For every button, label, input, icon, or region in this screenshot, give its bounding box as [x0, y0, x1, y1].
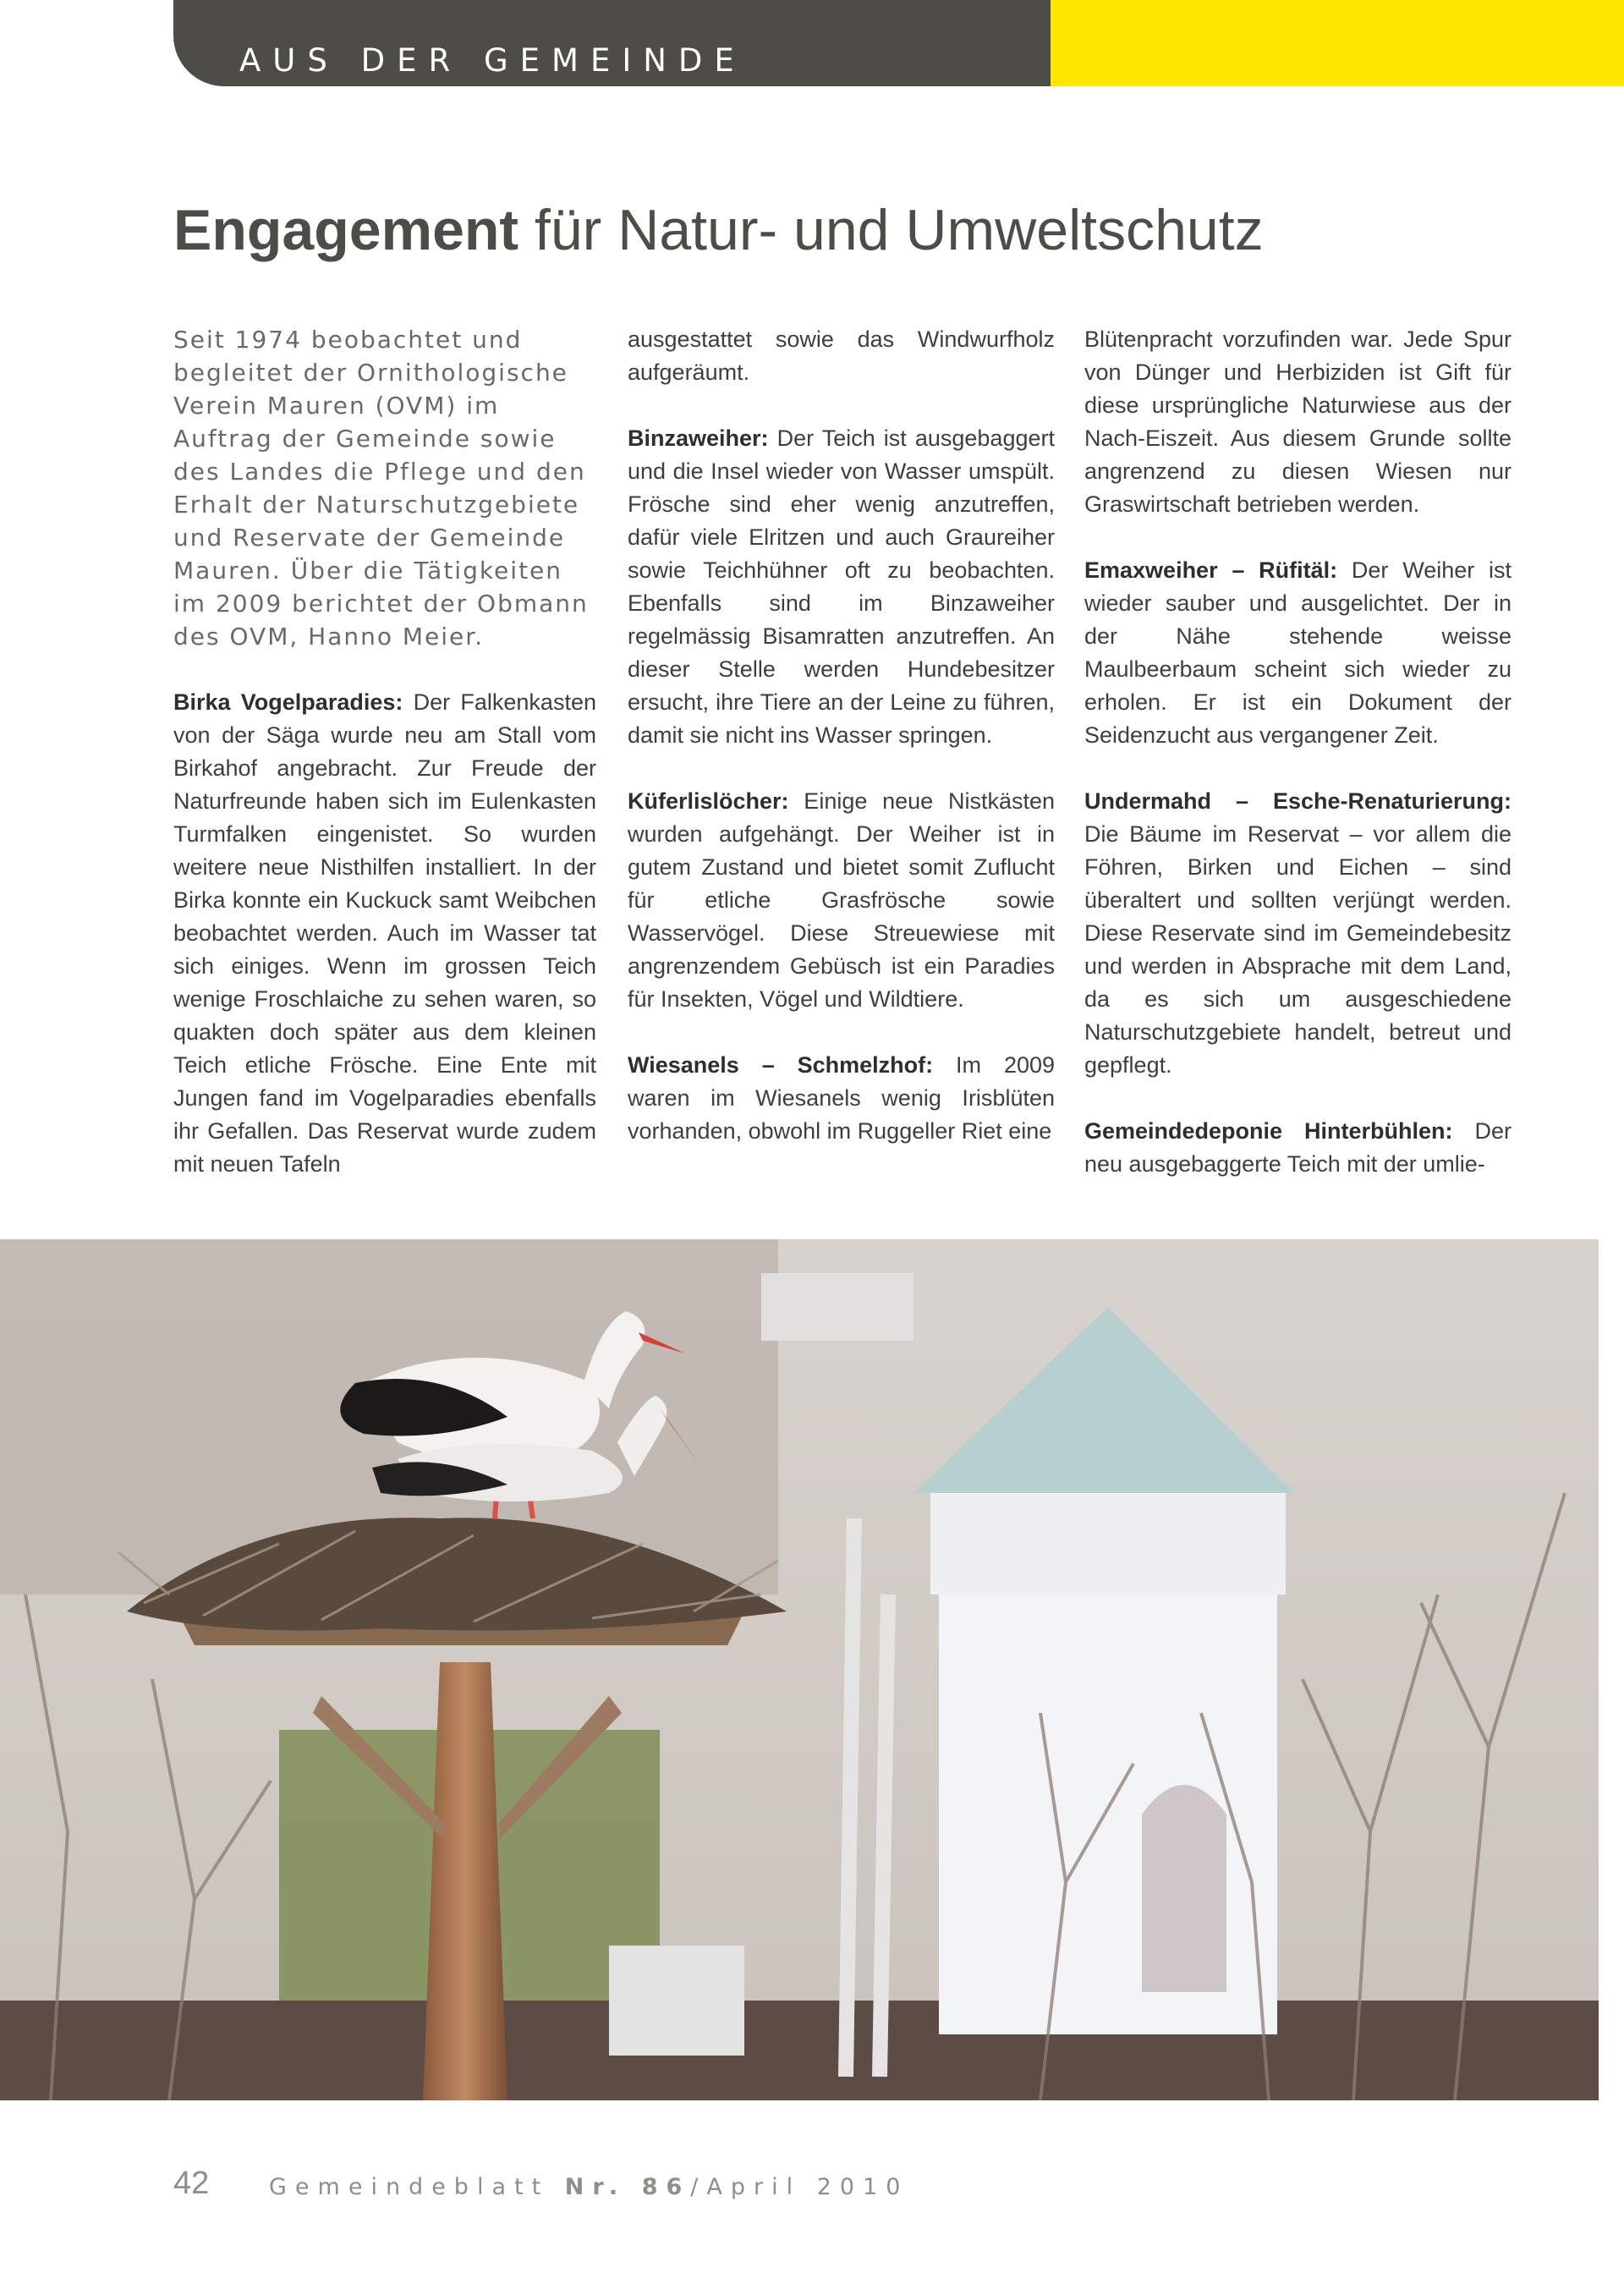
stork-nest-illustration: [0, 1239, 1599, 2100]
text-column-1: [173, 323, 596, 1214]
paragraph-wiesanels-continued: [1084, 323, 1512, 521]
page-number: 42: [173, 2165, 210, 2201]
paragraph-heading: Emaxweiher – Rüfitäl:: [1084, 557, 1338, 583]
paragraph-text: Der Teich ist ausgebaggert und die Insel wieder von Wasser umspült. Frösche sind eher wenig anzutreffen, dafür viele Elritzen und auch Graureiher sowie Teichhühner oft zu beobachten. Ebenfalls sind im Binzaweiher regelmässig Bisamratten anzutreffen. An dieser Stelle werden Hundebesitzer ersucht, ihre Tiere an der Leine zu führen, damit sie nicht ins Wasser springen.: [628, 425, 1055, 748]
paragraph-text: Blütenpracht vorzufinden war. Jede Spur von Dünger und Herbiziden ist Gift für diese ursprüngliche Naturwiese aus der Nach-Eiszeit. Aus diesem Grunde sollte angrenzend zu diesen Wiesen nur Graswirtschaft betrieben werden.: [1084, 327, 1512, 517]
paragraph-heading: Undermahd – Esche-Renaturierung:: [1084, 788, 1512, 814]
publication-info: [269, 2174, 908, 2200]
paragraph-undermahd: [1084, 785, 1512, 1082]
section-label: AUS DER GEMEINDE: [239, 42, 746, 79]
paragraph-emaxweiher: [1084, 554, 1512, 752]
issue-date: /April 2010: [690, 2174, 909, 2200]
publication-name: Gemeindeblatt: [269, 2174, 550, 2200]
church-ledge: [930, 1493, 1286, 1595]
paragraph-binzaweiher: [628, 422, 1055, 752]
paragraph-text: Einige neue Nistkästen wurden aufgehängt. Der Weiher ist in gutem Zustand und bietet somit Zuflucht für etliche Grasfrösche sowie Wasservögel. Diese Streuewiese mit angrenzendem Gebüsch ist ein Paradies für Insekten, Vögel und Wildtiere.: [628, 788, 1055, 1012]
paragraph-heading: Birka Vogelparadies:: [173, 689, 403, 715]
article-title-bold: Engagement: [173, 198, 519, 262]
paragraph-heading: Gemeindedeponie Hinterbühlen:: [1084, 1118, 1453, 1144]
chimney: [609, 1946, 744, 2056]
paragraph-birka-continued: [628, 323, 1055, 389]
header-accent-bar: [1051, 0, 1624, 86]
paragraph-text: ausgestattet sowie das Windwurfholz aufgeräumt.: [628, 327, 1055, 385]
paragraph-text: Die Bäume im Reservat – vor allem die Föhren, Birken und Eichen – sind überaltert und sollten verjüngt werden. Diese Reservate sind im Gemeindebesitz und werden in Absprache mit dem Land, da es sich um ausgeschiedene Naturschutzgebiete handelt, betreut und gepflegt.: [1084, 821, 1512, 1078]
paragraph-text: Der neu ausgebaggerte Teich mit der umlie-: [1084, 1118, 1512, 1177]
paragraph-birka: [173, 686, 596, 1181]
paragraph-text: Im 2009 waren im Wiesanels wenig Irisblüten vorhanden, obwohl im Ruggeller Riet eine: [628, 1052, 1056, 1144]
church-window: [1142, 1785, 1226, 1992]
paragraph-heading: Binzaweiher:: [628, 425, 769, 451]
paragraph-heading: Wiesanels – Schmelzhof:: [628, 1052, 934, 1078]
paragraph-wiesanels: [628, 1049, 1055, 1148]
text-column-2: [628, 323, 1055, 1181]
paragraph-text: Der Weiher ist wieder sauber und ausgelichtet. Der in der Nähe stehende weisse Maulbeerbaum scheint sich wieder zu erholen. Er ist ein Dokument der Seidenzucht aus vergangener Zeit.: [1084, 557, 1512, 748]
text-column-3: [1084, 323, 1512, 1214]
article-title: [173, 197, 1264, 263]
paragraph-kueferlisloecher: [628, 785, 1055, 1016]
article-intro: Seit 1974 beobachtet und begleitet der Ornithologische Verein Mauren (OVM) im Auftrag der Gemeinde sowie des Landes die Pflege und den Erhalt der Naturschutzgebiete und Reservate der Gemeinde Mauren. Über die Tätigkeiten im 2009 berichtet der Obmann des OVM, Hanno Meier.: [173, 326, 589, 650]
issue-number: 86: [641, 2174, 691, 2200]
paragraph-heading: Küferlislöcher:: [628, 788, 789, 814]
issue-label: Nr.: [564, 2174, 627, 2200]
house-top: [761, 1273, 914, 1341]
article-title-rest: für Natur- und Umweltschutz: [518, 198, 1264, 262]
paragraph-gemeindedeponie: [1084, 1115, 1512, 1181]
paragraph-text: Der Falkenkasten von der Säga wurde neu am Stall vom Birkahof angebracht. Zur Freude der Naturfreunde haben sich im Eulenkasten Turmfalken eingenistet. So wurden weitere neue Nisthilfen installiert. In der Birka konnte ein Kuckuck samt Weibchen beobachtet werden. Auch im Wasser tat sich einiges. Wenn im grossen Teich wenige Froschlaiche zu sehen waren, so quakten doch später aus dem kleinen Teich etliche Frösche. Eine Ente mit Jungen fand im Vogelparadies ebenfalls ihr Gefallen. Das Reservat wurde zudem mit neuen Tafeln: [173, 689, 596, 1177]
stork-nest-photo: [0, 1239, 1599, 2100]
